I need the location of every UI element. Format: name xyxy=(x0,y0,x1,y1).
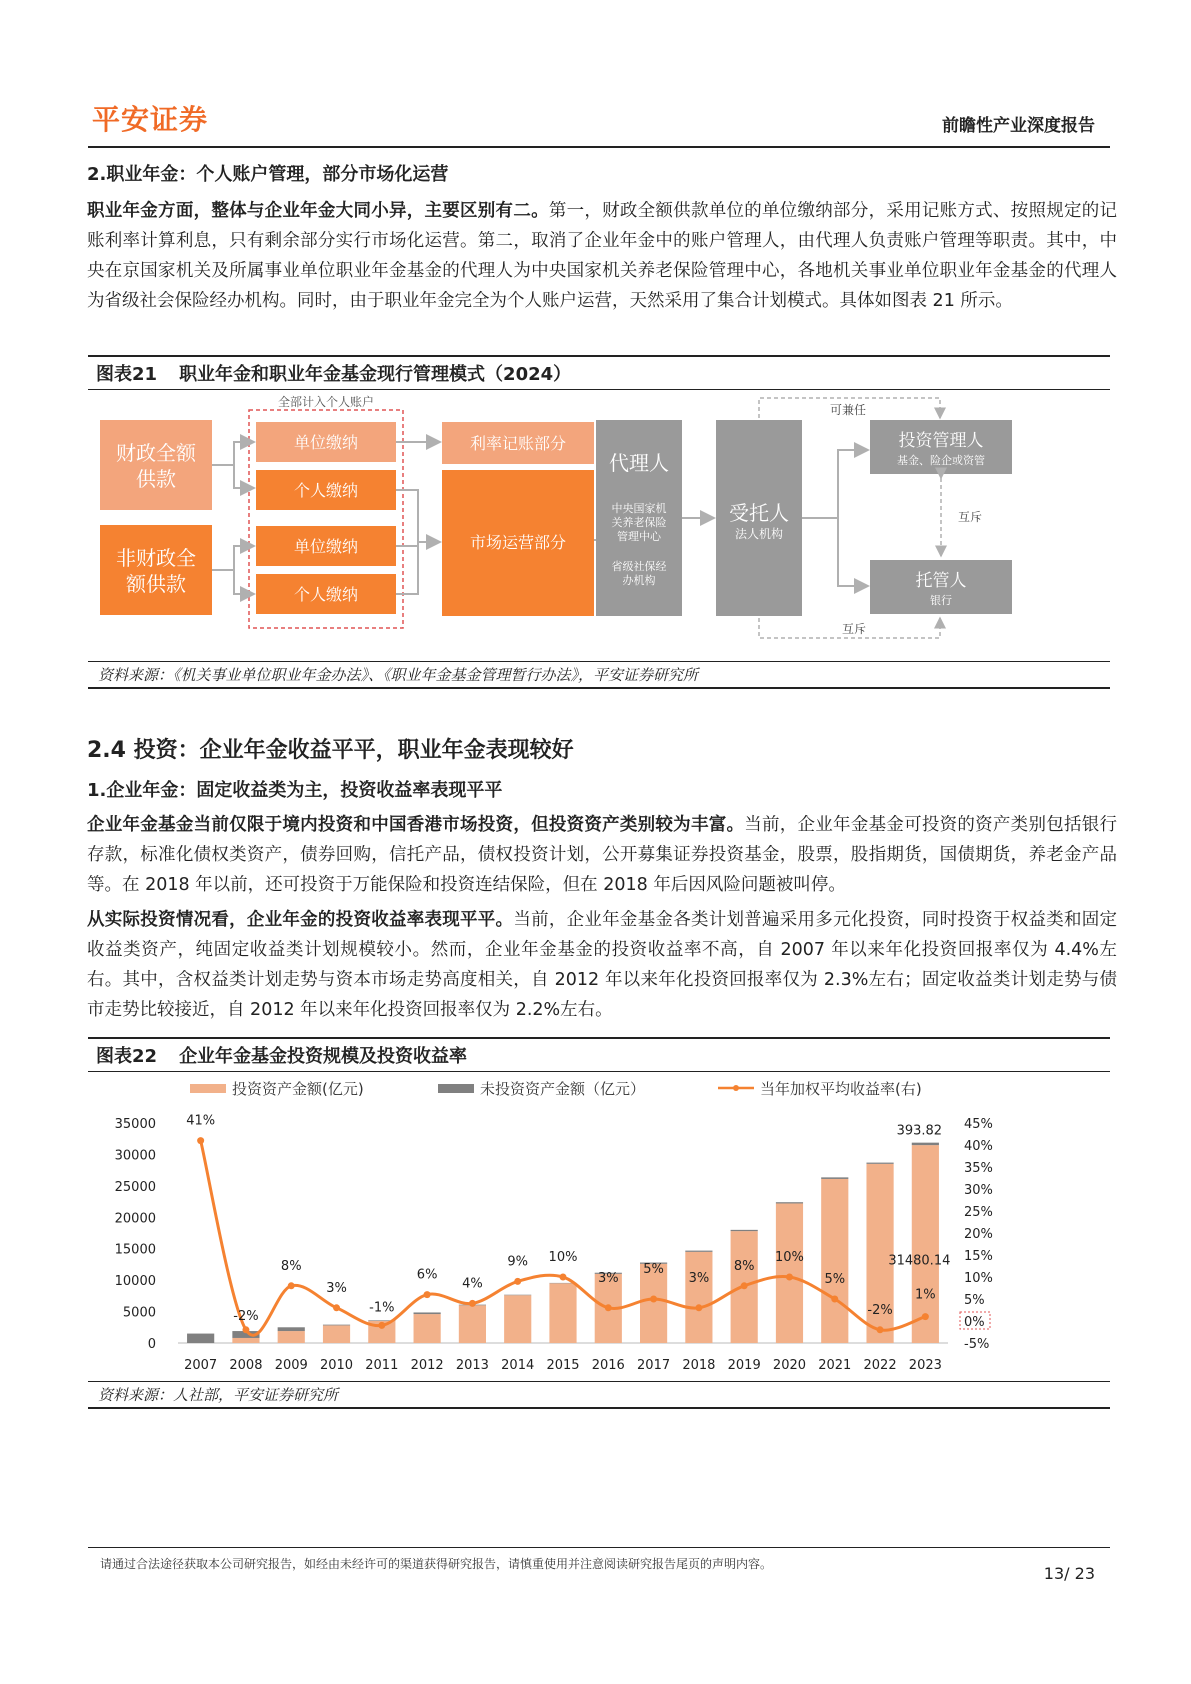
data-label-return: -2% xyxy=(233,1308,259,1324)
bar-uninvested xyxy=(504,1295,531,1296)
svg-text:法人机构: 法人机构 xyxy=(734,527,784,541)
figure-caption: 职业年金和职业年金基金现行管理模式（2024） xyxy=(179,364,572,385)
point-return-rate xyxy=(741,1282,748,1289)
data-label-return: 8% xyxy=(733,1258,755,1274)
subsection-title-enterprise: 1.企业年金：固定收益类为主，投资收益率表现平平 xyxy=(87,780,503,801)
legend-label-uninvested: 未投资资产金额（亿元） xyxy=(480,1080,646,1098)
y-left-tick: 5000 xyxy=(122,1305,156,1321)
data-label-return: 41% xyxy=(186,1113,216,1129)
x-tick-label: 2013 xyxy=(455,1358,489,1373)
header-divider xyxy=(88,146,1110,148)
data-label-return: 3% xyxy=(688,1270,710,1286)
data-label-return: 8% xyxy=(280,1258,302,1274)
data-label-return: 9% xyxy=(507,1254,529,1270)
section-title-investment: 2.4 投资：企业年金收益平平，职业年金表现较好 xyxy=(87,738,574,763)
figure-number: 图表21 xyxy=(96,364,158,385)
svg-text:代理人: 代理人 xyxy=(609,451,669,475)
bar-uninvested xyxy=(278,1327,305,1331)
y-left-tick: 0 xyxy=(147,1337,156,1352)
y-left-tick: 15000 xyxy=(114,1242,156,1258)
point-return-rate xyxy=(786,1274,793,1281)
point-return-rate xyxy=(424,1291,431,1298)
bar-invested xyxy=(504,1295,531,1343)
figure-22-chart xyxy=(88,1068,1110,1380)
bar-uninvested xyxy=(323,1325,350,1326)
legend-swatch-uninvested xyxy=(438,1084,474,1093)
svg-text:管理中心: 管理中心 xyxy=(617,530,661,543)
figure-21-source: 资料来源：《机关事业单位职业年金办法》、《职业年金基金管理暂行办法》，平安证券研究所 xyxy=(88,661,1110,689)
subsection-title-occupational: 2.职业年金：个人账户管理，部分市场化运营 xyxy=(87,164,449,185)
y-right-tick: 0% xyxy=(964,1315,985,1330)
brand-logo: 平安证券 xyxy=(92,103,209,136)
bar-uninvested xyxy=(685,1251,712,1252)
annotation-uninvested-2023: 393.82 xyxy=(896,1123,943,1139)
bar-invested xyxy=(278,1331,305,1343)
y-right-tick: 40% xyxy=(964,1139,993,1154)
report-type: 前瞻性产业深度报告 xyxy=(942,116,1095,136)
x-tick-label: 2009 xyxy=(274,1358,308,1373)
bar-invested xyxy=(414,1314,441,1343)
box-non-fiscal-label: 非财政全 xyxy=(116,546,196,570)
data-label-return: 5% xyxy=(643,1262,664,1277)
svg-text:省级社保经: 省级社保经 xyxy=(611,560,667,573)
x-tick-label: 2014 xyxy=(501,1358,535,1373)
svg-text:办机构: 办机构 xyxy=(622,574,656,587)
figure-21-diagram xyxy=(88,390,1110,662)
dashed-box-label: 全部计入个人账户 xyxy=(277,395,375,409)
point-return-rate xyxy=(333,1304,340,1311)
data-label-return: 10% xyxy=(548,1250,578,1265)
box-fiscal-full-label: 财政全额 xyxy=(116,441,196,465)
data-label-return: 1% xyxy=(915,1287,936,1303)
y-left-tick: 20000 xyxy=(114,1211,156,1227)
y-right-tick: 10% xyxy=(964,1271,993,1286)
svg-text:关养老保险: 关养老保险 xyxy=(611,516,667,529)
bar-invested xyxy=(776,1203,803,1343)
svg-text:利率记账部分: 利率记账部分 xyxy=(469,434,567,453)
point-return-rate xyxy=(288,1282,295,1289)
svg-text:托管人: 托管人 xyxy=(915,571,967,591)
point-return-rate xyxy=(695,1304,702,1311)
box-fiscal-full xyxy=(100,420,212,510)
bar-uninvested xyxy=(187,1334,214,1343)
y-right-tick: 25% xyxy=(964,1205,993,1220)
data-label-return: 3% xyxy=(326,1280,347,1296)
x-tick-label: 2017 xyxy=(637,1358,671,1373)
paragraph-lead: 职业年金方面，整体与企业年金大同小异，主要区别有二。 xyxy=(87,201,549,221)
svg-text:投资管理人: 投资管理人 xyxy=(898,431,984,451)
x-tick-label: 2011 xyxy=(365,1358,399,1373)
data-label-return: 3% xyxy=(597,1270,619,1286)
svg-text:互斥: 互斥 xyxy=(841,622,867,636)
point-return-rate xyxy=(378,1322,385,1329)
bar-uninvested xyxy=(731,1230,758,1231)
y-left-tick: 30000 xyxy=(114,1148,156,1164)
x-tick-label: 2010 xyxy=(319,1358,354,1373)
bar-invested xyxy=(459,1305,486,1343)
point-return-rate xyxy=(242,1326,249,1333)
svg-text:额供款: 额供款 xyxy=(126,572,186,596)
bar-invested xyxy=(685,1252,712,1343)
x-tick-label: 2016 xyxy=(591,1358,625,1373)
point-return-rate xyxy=(560,1274,567,1281)
svg-text:受托人: 受托人 xyxy=(729,501,789,525)
chart-legend xyxy=(190,1080,922,1098)
svg-text:市场运营部分: 市场运营部分 xyxy=(469,533,567,552)
y-left-tick: 25000 xyxy=(114,1179,156,1195)
paragraph-occupational xyxy=(87,196,1117,316)
figure-21-title xyxy=(88,355,1110,390)
bar-invested xyxy=(549,1283,576,1343)
legend-swatch-invested xyxy=(190,1084,226,1093)
svg-text:单位缴纳: 单位缴纳 xyxy=(293,433,359,452)
svg-text:可兼任: 可兼任 xyxy=(829,403,867,417)
y-right-tick: 5% xyxy=(964,1293,985,1308)
data-label-return: -1% xyxy=(369,1300,395,1316)
y-right-tick: 15% xyxy=(964,1249,993,1264)
y-right-tick: 35% xyxy=(964,1161,993,1176)
data-label-return: 6% xyxy=(416,1267,438,1283)
x-tick-label: 2020 xyxy=(772,1358,807,1373)
legend-label-invested: 投资资产金额(亿元) xyxy=(232,1080,364,1098)
point-return-rate xyxy=(469,1300,476,1307)
point-return-rate xyxy=(831,1296,838,1303)
y-right-tick: 45% xyxy=(964,1117,993,1132)
svg-text:互斥: 互斥 xyxy=(958,510,983,524)
bar-invested xyxy=(232,1338,259,1343)
box-non-fiscal xyxy=(100,525,212,615)
y-right-tick: -5% xyxy=(964,1337,990,1352)
svg-text:基金、险企或资管: 基金、险企或资管 xyxy=(897,454,985,467)
point-return-rate xyxy=(650,1296,657,1303)
data-label-return: 5% xyxy=(824,1272,846,1287)
x-tick-label: 2018 xyxy=(682,1358,716,1373)
svg-text:银行: 银行 xyxy=(930,594,952,607)
x-tick-label: 2007 xyxy=(184,1358,218,1373)
bar-invested xyxy=(821,1179,848,1343)
bar-uninvested xyxy=(912,1143,939,1145)
x-tick-label: 2023 xyxy=(908,1358,942,1373)
svg-text:供款: 供款 xyxy=(136,467,176,491)
y-left-tick: 35000 xyxy=(114,1117,156,1132)
y-right-tick: 20% xyxy=(964,1227,993,1242)
bar-uninvested xyxy=(414,1312,441,1314)
footer-disclaimer: 请通过合法途径获取本公司研究报告，如经由未经许可的渠道获得研究报告，请慎重使用并注意阅读研究报告尾页的声明内容。 xyxy=(100,1557,773,1571)
point-return-rate xyxy=(197,1137,204,1144)
figure-22-source: 资料来源：人社部，平安证券研究所 xyxy=(88,1381,1110,1409)
x-tick-label: 2022 xyxy=(863,1358,897,1373)
paragraph-body: 第一，财政全额供款单位的单位缴纳部分，采用记账方式、按照规定的记账利率计算利息，只有剩余部分实行市场化运营。第二，取消了企业年金中的账户管理人，由代理人负责账户管理等职责。其中，中央在京国家机关及所属事业单位职业年金基金的代理人为中央国家机关养老保险管理中心，各地机关事业单位职业年金基金的代理人为省级社会保险经办机构。同时，由于职业年金完全为个人账户运营，天然采用了集合计划模式。具体如图表 21 所示。 xyxy=(87,201,1117,311)
svg-text:单位缴纳: 单位缴纳 xyxy=(293,537,359,556)
point-return-rate xyxy=(605,1304,612,1311)
x-tick-label: 2021 xyxy=(818,1358,852,1373)
data-label-return: -2% xyxy=(867,1302,893,1318)
point-return-rate xyxy=(514,1278,521,1285)
figure-22-title: 图表22 企业年金基金投资规模及投资收益率 xyxy=(88,1037,1110,1072)
x-tick-label: 2015 xyxy=(546,1358,580,1373)
bar-invested xyxy=(323,1325,350,1343)
annotation-invested-2023: 31480.14 xyxy=(888,1253,951,1269)
bar-uninvested xyxy=(776,1202,803,1203)
point-return-rate xyxy=(877,1326,884,1333)
paragraph-enterprise-1: 企业年金基金当前仅限于境内投资和中国香港市场投资，但投资资产类别较为丰富。当前，企业年金基金可投资的资产类别包括银行存款，标准化债权类资产，债券回购，信托产品，债权投资计划，公开募集证券投资基金，股票，股指期货，国债期货，养老金产品等。在 2018 年以前，还可投资于万能保险和投资连结保险，但在 2018 年后因风险问题被叫停。 xyxy=(87,815,1117,895)
svg-text:个人缴纳: 个人缴纳 xyxy=(293,585,359,604)
x-tick-label: 2008 xyxy=(229,1358,263,1373)
x-tick-label: 2012 xyxy=(410,1358,444,1373)
bar-uninvested xyxy=(821,1177,848,1179)
footer-divider xyxy=(88,1547,1110,1548)
svg-text:中央国家机: 中央国家机 xyxy=(611,502,667,515)
y-right-tick: 30% xyxy=(964,1183,993,1198)
point-return-rate xyxy=(922,1313,929,1320)
bar-uninvested xyxy=(866,1163,893,1164)
paragraph-enterprise-2: 从实际投资情况看，企业年金的投资收益率表现平平。当前，企业年金基金各类计划普遍采用多元化投资，同时投资于权益类和固定收益类资产，纯固定收益类计划规模较小。然而，企业年金基金的投资收益率不高，自 2007 年以来年化投资回报率仅为 4.4%左右。其中，含权益类计划走势与资本市场走势高度相关，自 2012 年以来年化投资回报率仅为 2.3%左右；固定收益类计划走势与债市走势比较接近，自 2012 年以来年化投资回报率仅为 2.2%左右。 xyxy=(87,910,1118,1020)
y-left-tick: 10000 xyxy=(114,1274,156,1290)
data-label-return: 10% xyxy=(775,1250,804,1265)
page-number: 13/ 23 xyxy=(1043,1564,1095,1583)
svg-text:个人缴纳: 个人缴纳 xyxy=(293,481,359,500)
legend-marker-return xyxy=(733,1085,739,1091)
data-label-return: 4% xyxy=(462,1276,483,1292)
x-tick-label: 2019 xyxy=(727,1358,761,1373)
legend-label-return: 当年加权平均收益率(右) xyxy=(760,1080,922,1098)
